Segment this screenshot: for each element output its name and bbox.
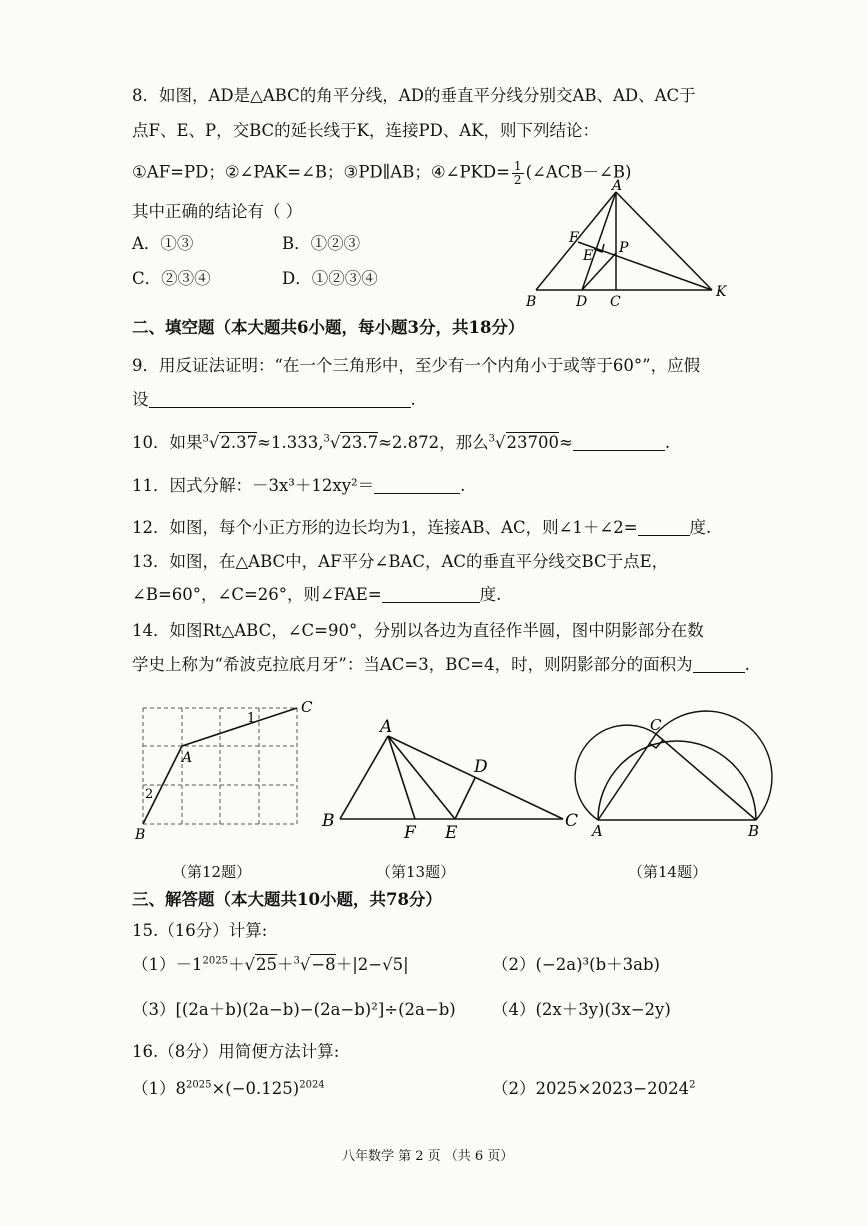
q12-unit: 度. xyxy=(689,518,712,537)
q8-line1: 8．如图，AD是△ABC的角平分线，AD的垂直平分线分别交AB、AD、AC于 xyxy=(132,86,696,105)
section3-heading: 三、解答题（本大题共10小题，共78分） xyxy=(132,890,442,909)
q8-figure xyxy=(520,178,740,310)
q15-p1-sqrt: 25 xyxy=(255,955,277,974)
q8-conclusions-text: ①AF=PD；②∠PAK=∠B；③PD∥AB；④∠PKD= xyxy=(132,162,510,182)
q10-val2: ≈2.872，那么 xyxy=(378,433,489,452)
q13-line2 xyxy=(132,585,501,605)
q10-pre: 10．如果 xyxy=(132,433,203,452)
fig13-label-e: E xyxy=(445,823,458,843)
q11-answer-blank[interactable] xyxy=(374,477,460,494)
q10-rad3: 23700 xyxy=(506,433,560,452)
fig14-label-a: A xyxy=(592,822,603,840)
q16-part1 xyxy=(132,1079,325,1099)
q12-answer-blank[interactable] xyxy=(638,519,690,536)
q16-p1-exp2: 2024 xyxy=(299,1079,325,1091)
q16-part2 xyxy=(492,1079,696,1099)
q8-option-a: A．①③ xyxy=(132,234,194,253)
fig12-label-b: B xyxy=(135,827,146,843)
q10-line: 10．如果$^3$√2.37≈1.333,$^3$√23.7≈2.872，那么$^3$√23700≈ . xyxy=(132,433,671,452)
q10-period: . xyxy=(664,433,671,452)
q8-prompt: 其中正确的结论有（ ） xyxy=(132,202,303,221)
q16-p1-exp1: 2025 xyxy=(186,1079,212,1091)
section2-heading: 二、填空题（本大题共6小题，每小题3分，共18分） xyxy=(132,318,525,337)
q15-p1-cbrt: −8 xyxy=(311,955,336,974)
q8-label-d: D xyxy=(576,294,588,310)
fig13-label-f: F xyxy=(404,823,416,843)
q15-p1-exp: 2025 xyxy=(202,955,228,967)
fraction-numerator: 1 xyxy=(513,159,522,173)
q15-p1-base: （1）－1 xyxy=(132,955,203,974)
fig12-label-c: C xyxy=(301,698,313,716)
q8-label-p: P xyxy=(619,240,629,256)
fig14-caption: （第14题） xyxy=(628,863,708,881)
q8-label-e: E xyxy=(583,248,594,264)
fig14-lune-figure xyxy=(580,716,780,841)
q8-label-c: C xyxy=(610,294,621,310)
q10-rad2: 23.7 xyxy=(341,433,379,452)
fig12-grid-figure xyxy=(135,700,315,845)
q12-line xyxy=(132,518,711,538)
fig12-angle-2: 2 xyxy=(145,787,154,802)
q16-title: 16.（8分）用简便方法计算: xyxy=(132,1042,340,1061)
q10-idx1: 3 xyxy=(202,433,209,445)
fig14-label-b: B xyxy=(748,822,760,840)
q13-answer-blank[interactable] xyxy=(382,586,480,603)
fig12-caption: （第12题） xyxy=(172,863,252,881)
q9-answer-blank[interactable] xyxy=(149,391,411,408)
q15-p1-plus1: ＋ xyxy=(227,955,245,974)
q16-p1-mid: ×(−0.125) xyxy=(211,1079,300,1098)
q8-option-d: D．①②③④ xyxy=(282,269,378,288)
q13-unit: 度. xyxy=(479,585,502,604)
fig12-label-a: A xyxy=(182,750,193,766)
q8-label-a: A xyxy=(612,178,623,194)
q15-part4: （4）(2x＋3y)(3x−2y) xyxy=(492,1000,671,1019)
q8-conclusions xyxy=(132,160,631,186)
q16-p2-base: （2）2025×2023−2024 xyxy=(492,1079,690,1098)
fig13-label-d: D xyxy=(474,757,488,777)
q10-val3: ≈ xyxy=(559,433,573,452)
q16-p2-exp: 2 xyxy=(689,1079,696,1091)
q8-line2: 点F、E、P，交BC的延长线于K，连接PD、AK，则下列结论： xyxy=(132,121,600,140)
q8-label-f: F xyxy=(569,230,579,246)
q9-line1: 9．用反证法证明：“在一个三角形中，至少有一个内角小于或等于60°”，应假 xyxy=(132,356,701,375)
q14-line2 xyxy=(132,655,750,675)
q8-label-k: K xyxy=(716,284,727,300)
q10-answer-blank[interactable] xyxy=(573,434,665,451)
q15-p1-plus2: ＋ xyxy=(276,955,294,974)
fig13-label-a: A xyxy=(380,717,393,737)
q13-text: ∠B=60°，∠C=26°，则∠FAE= xyxy=(132,585,382,604)
q14-text: 学史上称为“希波克拉底月牙”：当AC=3，BC=4，时，则阴影部分的面积为 xyxy=(132,655,693,674)
q13-line1: 13．如图，在△ABC中，AF平分∠BAC，AC的垂直平分线交BC于点E， xyxy=(132,552,669,571)
q15-p1-rest: ＋|2−√5| xyxy=(335,955,409,974)
q9-text: 设 xyxy=(132,390,149,409)
q15-title: 15.（16分）计算: xyxy=(132,921,268,940)
q9-period: . xyxy=(410,390,416,409)
fig13-label-c: C xyxy=(565,811,579,831)
q11-line xyxy=(132,476,465,496)
q11-period: . xyxy=(460,476,466,495)
q8-option-b: B．①②③ xyxy=(282,234,361,253)
q10-val1: ≈1.333, xyxy=(257,433,324,452)
q10-idx2: 3 xyxy=(323,433,330,445)
q8-option-c: C．②③④ xyxy=(132,269,211,288)
q8-fraction xyxy=(512,160,524,186)
q9-line2 xyxy=(132,390,416,410)
fig13-label-b: B xyxy=(322,811,335,831)
q15-part3: （3）[(2a＋b)(2a−b)−(2a−b)²]÷(2a−b) xyxy=(132,1000,456,1019)
q14-period: . xyxy=(744,655,750,674)
fig14-label-c: C xyxy=(650,716,662,734)
fraction-denominator: 2 xyxy=(513,172,522,187)
q16-p1-base: （1）8 xyxy=(132,1079,186,1098)
q10-rad1: 2.37 xyxy=(220,433,258,452)
q11-text: 11．因式分解：－3x³＋12xy²＝ xyxy=(132,476,375,495)
page-footer: 八年数学 第 2 页 （共 6 页） xyxy=(342,1149,514,1164)
q14-answer-blank[interactable] xyxy=(693,656,745,673)
q10-idx3: 3 xyxy=(488,433,496,445)
q14-line1: 14．如图Rt△ABC，∠C=90°，分别以各边为直径作半圆，图中阴影部分在数 xyxy=(132,621,704,640)
q8-conclusions-tail: (∠ACB－∠B) xyxy=(525,162,632,182)
fig13-triangle-figure xyxy=(320,712,590,842)
q8-label-b: B xyxy=(526,294,537,310)
fig13-caption: （第13题） xyxy=(376,863,456,881)
q15-p1-idx: 3 xyxy=(293,955,300,967)
q15-part1: $(1)-1^{2025}+√25+^3√-8+|2-√5|$ xyxy=(132,955,409,974)
fig12-angle-1: 1 xyxy=(247,711,256,726)
q12-text: 12．如图，每个小正方形的边长均为1，连接AB、AC，则∠1＋∠2= xyxy=(132,518,638,537)
q15-part2: （2）(−2a)³(b＋3ab) xyxy=(492,955,660,974)
